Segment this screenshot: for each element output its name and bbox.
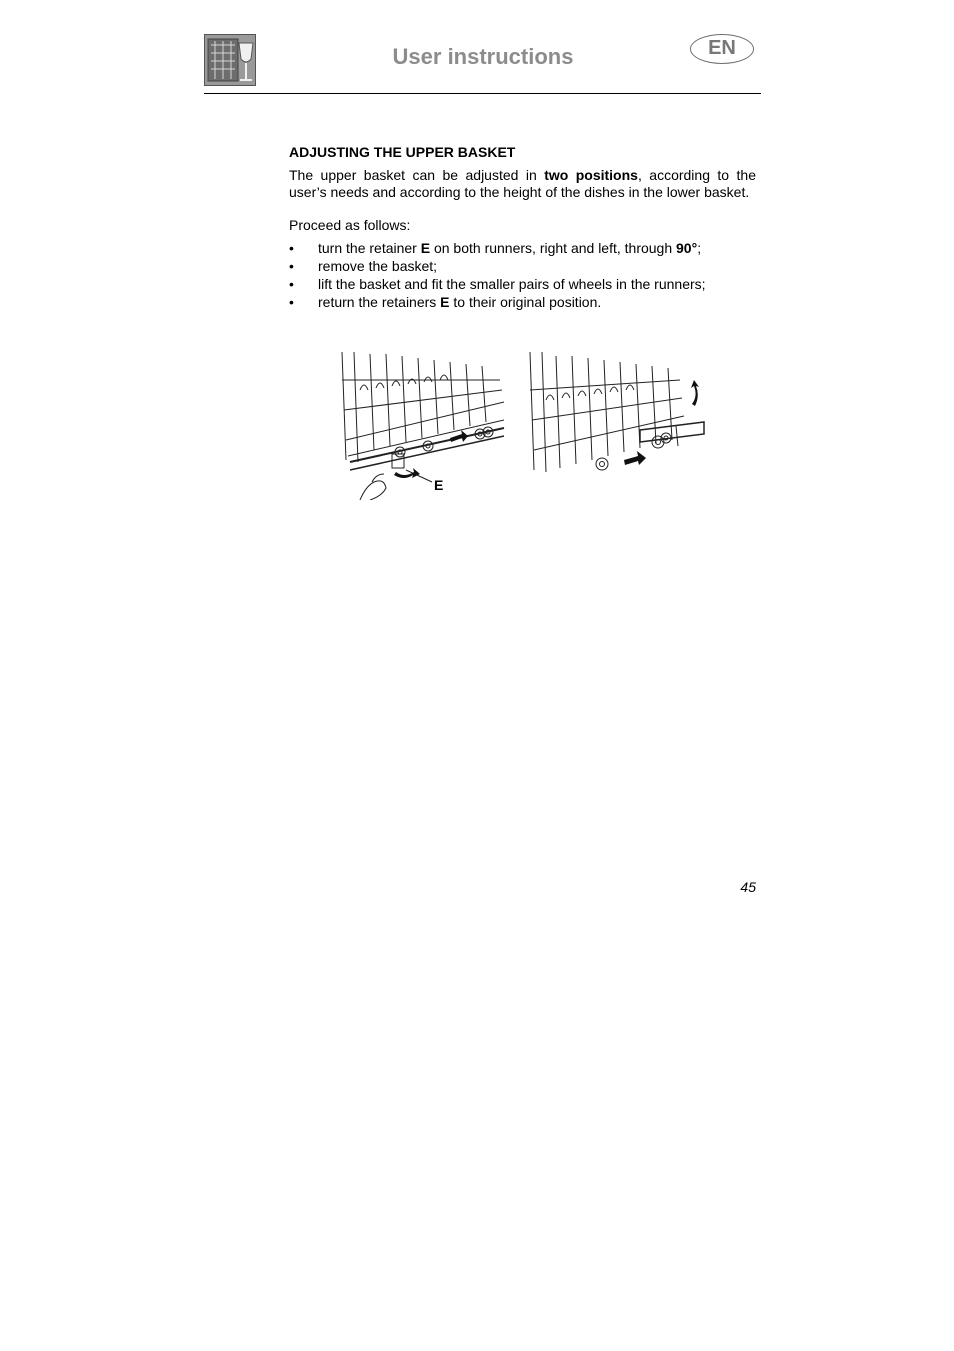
step-text: ; [697,240,702,256]
page-title: User instructions [392,44,574,69]
intro-bold-1: two positions [544,167,638,183]
header-divider [204,93,761,94]
list-item [289,294,756,311]
page-number: 45 [740,879,756,895]
step-text: return the retainers [318,294,441,310]
proceed-text: Proceed as follows: [289,217,411,233]
retainer-label: E [434,477,444,493]
language-badge: EN [690,34,754,64]
section-heading: ADJUSTING THE UPPER BASKET [289,144,516,160]
steps-list [289,240,756,311]
step-bold: E [420,240,431,256]
list-item [289,240,756,257]
bullet: • [289,258,294,274]
bullet: • [289,276,294,292]
basket-illustrations [340,350,706,500]
intro-paragraph [289,167,756,201]
section-content [289,144,756,312]
list-item [289,276,756,293]
step-text: to their original position. [449,294,602,310]
intro-text-2: , according to the user’s needs and according to the height of the dishes in the lower basket. [289,167,756,200]
step-text: lift the basket and fit the smaller pairs of wheels in the runners; [318,276,706,292]
list-item [289,258,756,275]
bullet: • [289,240,294,256]
intro-text-1: The upper basket can be adjusted in [289,167,545,183]
bullet: • [289,294,294,310]
step-bold: E [440,294,450,310]
step-text: on both runners, right and left, through [430,240,677,256]
basket-wheels-runner-illustration [530,352,704,472]
step-text: remove the basket; [318,258,438,274]
basket-retainer-illustration [340,350,706,500]
step-bold: 90° [676,240,698,256]
step-text: turn the retainer [318,240,421,256]
